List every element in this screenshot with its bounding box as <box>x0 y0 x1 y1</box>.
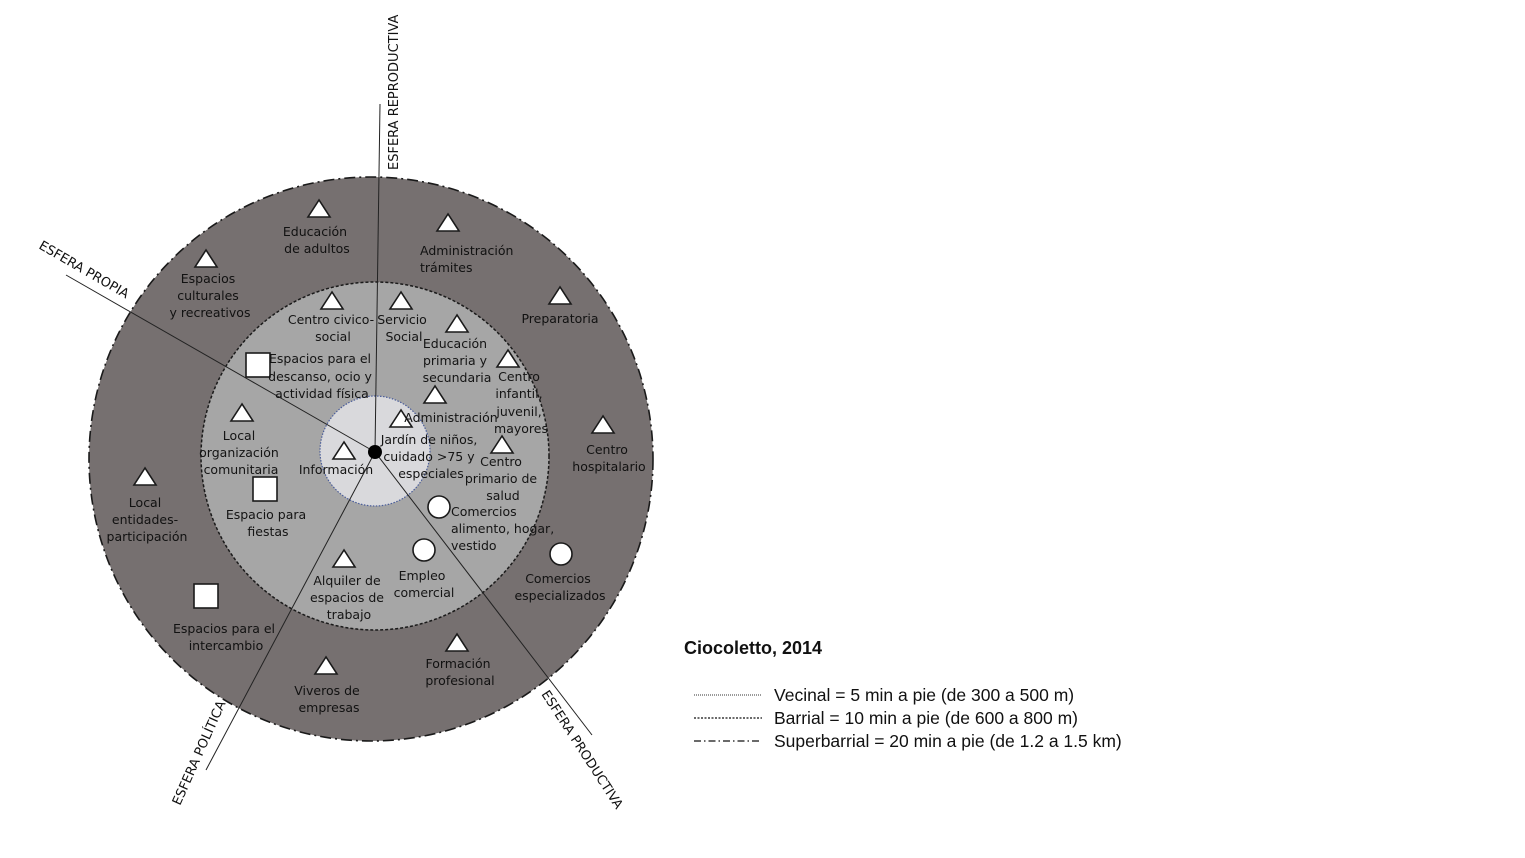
label-comercios-especializados: Comercios especializados <box>514 571 606 603</box>
label-espacios-culturales: Espacios culturales y recreativos <box>169 271 251 320</box>
circle-icon <box>550 543 572 565</box>
label-centro-infantil: Centro infantil, juvenil, mayores <box>494 369 548 436</box>
square-icon <box>246 353 270 377</box>
axis-label-reproductiva: ESFERA REPRODUCTIVA <box>387 14 402 170</box>
label-espacio-fiestas: Espacio para fiestas <box>225 507 307 539</box>
circle-icon <box>428 496 450 518</box>
dotted-line-icon <box>692 684 762 706</box>
legend-text-vecinal: Vecinal = 5 min a pie (de 300 a 500 m) <box>774 685 1075 705</box>
axis-label-propia: ESFERA PROPIA <box>36 238 132 303</box>
circle-icon <box>413 539 435 561</box>
label-jardin-ninos: Jardín de niños, cuidado >75 y especiales <box>380 432 478 481</box>
label-alquiler-espacios: Alquiler de espacios de trabajo <box>310 573 384 622</box>
label-educacion-primaria: Educación primaria y secundaria <box>422 336 492 385</box>
label-espacios-descanso: Espacios para el descanso, ocio y actividad física <box>268 351 372 401</box>
label-viveros-empresas: Viveros de empresas <box>294 683 360 715</box>
legend-title: Ciocoletto, 2014 <box>684 638 823 658</box>
label-administracion-tramites: Administración trámites <box>420 243 514 275</box>
square-icon <box>194 584 218 608</box>
legend-item-vecinal <box>692 684 1232 706</box>
label-centro-hospitalario: Centro hospitalario <box>572 442 646 474</box>
legend-item-barrial <box>692 707 1232 729</box>
axis-label-politica: ESFERA POLÍTICA <box>169 698 230 808</box>
label-servicio-social: Servicio Social <box>377 312 427 344</box>
label-local-organizacion: Local organización comunitaria <box>199 428 279 477</box>
label-informacion: Información <box>298 462 374 477</box>
label-formacion-profesional: Formación profesional <box>425 656 495 688</box>
legend <box>684 638 1244 768</box>
label-educacion-adultos: Educación de adultos <box>282 224 350 256</box>
label-centro-primario-salud: Centro primario de salud <box>464 454 538 503</box>
square-icon <box>253 477 277 501</box>
legend-item-superbarrial <box>692 730 1232 752</box>
label-preparatoria: Preparatoria <box>521 311 599 326</box>
label-comercios-alimento: Comercios alimento, hogar, vestido <box>451 504 555 553</box>
center-point <box>368 445 382 459</box>
legend-text-barrial: Barrial = 10 min a pie (de 600 a 800 m) <box>774 708 1078 728</box>
label-administracion: Administración <box>404 410 498 425</box>
label-centro-civico: Centro civico- social <box>287 312 375 344</box>
label-local-entidades: Local entidades- participación <box>106 495 188 544</box>
label-empleo-comercial: Empleo comercial <box>393 568 455 600</box>
legend-text-superbarrial: Superbarrial = 20 min a pie (de 1.2 a 1.5 km) <box>774 731 1122 751</box>
label-espacios-intercambio: Espacios para el intercambio <box>173 621 276 653</box>
dashed-line-icon <box>692 707 762 729</box>
dash-dot-line-icon <box>692 730 762 752</box>
axis-label-productiva: ESFERA PRODUCTIVA <box>537 688 626 813</box>
